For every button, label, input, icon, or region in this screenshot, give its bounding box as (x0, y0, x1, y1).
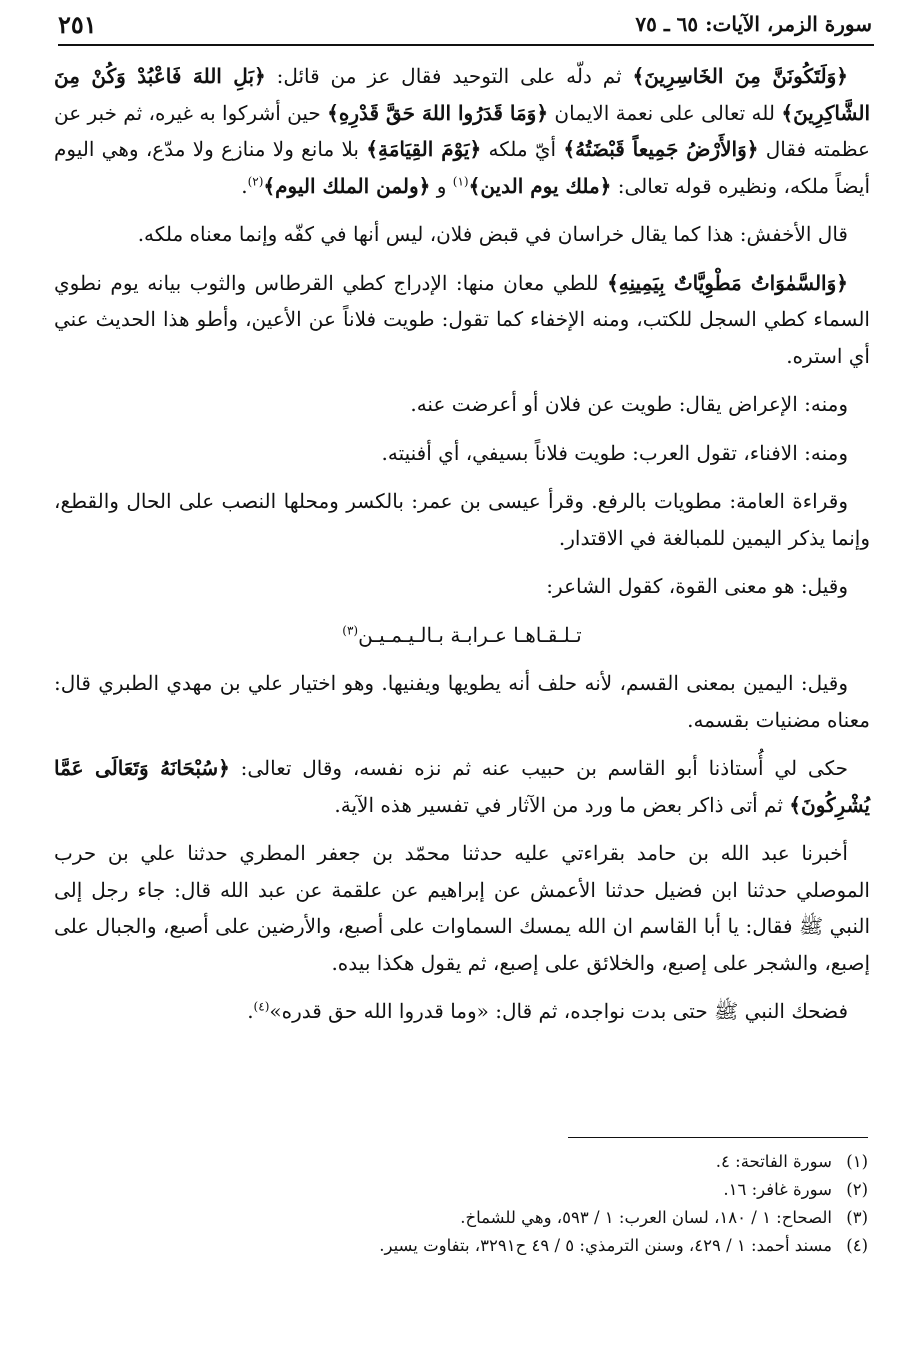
quran-quote: ﴿ملك يوم الدين﴾ (468, 173, 612, 198)
page-header (58, 8, 872, 46)
page-number: ٢٥١ (58, 10, 97, 39)
quran-quote: ﴿ولمن الملك اليوم﴾ (263, 173, 431, 198)
text-run: تـلـقـاهـا عـرابـة بـالـيـمـيـن (358, 622, 582, 647)
footnote-number: (١) (846, 1152, 868, 1171)
text-run: وقيل: هو معنى القوة، كقول الشاعر: (546, 574, 848, 598)
text-run: ثم دلّه على التوحيد فقال عز من قائل: (265, 64, 633, 88)
paragraph (54, 483, 870, 556)
running-title: سورة الزمر، الآيات: ٦٥ ـ ٧٥ (635, 12, 872, 36)
footnote-ref: (٢) (247, 173, 264, 188)
text-run: قال الأخفش: هذا كما يقال خراسان في قبض فلان، ليس أنها في كفّه وإنما معناه ملكه. (137, 222, 848, 246)
quran-quote: ﴿بَلِ اللهَ فَاعْبُدْ وَكُنْ مِنَ الشَّاكِرِينَ﴾ (54, 64, 870, 125)
footnote-ref: (٤) (253, 999, 270, 1014)
text-run: أيّ ملكه (481, 137, 564, 161)
text-run: . (247, 999, 254, 1023)
footnote-text: مسند أحمد: ١ / ٤٢٩، وسنن الترمذي: ٥ / ٤٩ ح٣٢٩١، بتفاوت يسير. (379, 1236, 832, 1255)
paragraph (54, 750, 870, 823)
quran-quote: ﴿وَالسَّمٰوَاتُ مَطْوِيَّاتٌ بِيَمِينِهِ﴾ (607, 270, 848, 295)
paragraph (54, 835, 870, 981)
quran-quote: ﴿سُبْحَانَهُ وَتَعَالَى عَمَّا يُشْرِكُونَ﴾ (54, 756, 870, 817)
footnote-text: الصحاح: ١ / ١٨٠، لسان العرب: ١ / ٥٩٣، وهي للشماخ. (460, 1208, 832, 1227)
footnote-rule (568, 1137, 868, 1138)
text-run: لله تعالى على نعمة الايمان (548, 100, 782, 125)
poetry-verse (54, 617, 870, 654)
footnote (100, 1148, 868, 1176)
quran-quote: ﴿يَوْمَ القِيَامَةِ﴾ (366, 137, 482, 161)
footnote (100, 1176, 868, 1204)
text-run: ثم أتى ذاكر بعض ما ورد من الآثار في تفسير هذه الآية. (334, 792, 790, 817)
text-run: فضحك النبي ﷺ حتى بدت نواجده، ثم قال: «وما قدروا الله حق قدره» (269, 999, 848, 1023)
footnote-number: (٤) (846, 1236, 868, 1255)
text-run: وقراءة العامة: مطويات بالرفع. وقرأ عيسى بن عمر: بالكسر ومحلها النصب على الحال والقطع، وإنما يذكر اليمين للمبالغة في الاقتدار. (54, 489, 870, 550)
footnote-number: (٢) (846, 1180, 868, 1199)
text-run: للطي معان منها: الإدراج كطي القرطاس والثوب بيانه يوم نطوي السماء كطي السجل للكتب، ومنه الإخفاء كما تقول: طويت فلاناً عن الأعين، وأطو هذا الحديث عني أي استره. (54, 270, 870, 368)
paragraph (54, 568, 870, 605)
paragraph (54, 386, 870, 423)
quran-quote: ﴿وَلَتَكُونَنَّ مِنَ الخَاسِرِينَ﴾ (632, 64, 848, 88)
paragraph (54, 58, 870, 204)
paragraph (54, 265, 870, 375)
text-run: وقيل: اليمين بمعنى القسم، لأنه حلف أنه يطويها ويفنيها. وهو اختيار علي بن مهدي الطبري قال: معناه مضنيات بقسمه. (54, 671, 870, 732)
text-run: أخبرنا عبد الله بن حامد بقراءتي عليه حدثنا محمّد بن جعفر المطري حدثنا علي بن حرب الموصلي حدثنا ابن فضيل حدثنا الأعمش عن إبراهيم عن علقمة عن عبد الله قال: جاء رجل إلى النبي ﷺ فقال: يا أبا القاسم ان الله يمسك السماوات على أصبع، والأرضين على أصبع، والجبال على إصبع، والشجر على إصبع، والخلائق على إصبع، ثم يقول هكذا بيده. (54, 841, 870, 975)
text-run: و (430, 173, 453, 198)
footnote-number: (٣) (846, 1208, 868, 1227)
footnote-ref: (٣) (342, 622, 359, 637)
text-run: حكى لي أُستاذنا أبو القاسم بن حبيب عنه ثم نزه نفسه، وقال تعالى: (229, 756, 848, 780)
footnote (100, 1204, 868, 1232)
footnotes (100, 1148, 868, 1260)
header-rule (58, 44, 874, 46)
paragraph (54, 665, 870, 738)
paragraph (54, 216, 870, 253)
text-run: بلا مانع ولا منازع ولا مدّع، وهي اليوم أيضاً ملكه، ونظيره قوله تعالى: (54, 137, 870, 198)
text-run: . (241, 173, 248, 198)
quran-quote: ﴿وَالأَرْضُ جَمِيعاً قَبْضَتُهُ﴾ (563, 137, 759, 161)
paragraph (54, 993, 870, 1030)
footnote-text: سورة الفاتحة: ٤. (715, 1152, 832, 1171)
text-run: ومنه: الافناء، تقول العرب: طويت فلاناً بسيفي، أي أفنيته. (381, 440, 848, 465)
footnote (100, 1232, 868, 1260)
paragraph (54, 435, 870, 472)
main-text (54, 58, 870, 1042)
text-run: ومنه: الإعراض يقال: طويت عن فلان أو أعرضت عنه. (410, 392, 848, 416)
text-run: حين أشركوا به غيره، ثم خبر عن عظمته فقال (54, 100, 870, 161)
footnote-ref: (١) (452, 173, 469, 188)
quran-quote: ﴿وَمَا قَدَرُوا اللهَ حَقَّ قَدْرِهِ﴾ (327, 100, 549, 125)
footnote-text: سورة غافر: ١٦. (723, 1180, 832, 1199)
